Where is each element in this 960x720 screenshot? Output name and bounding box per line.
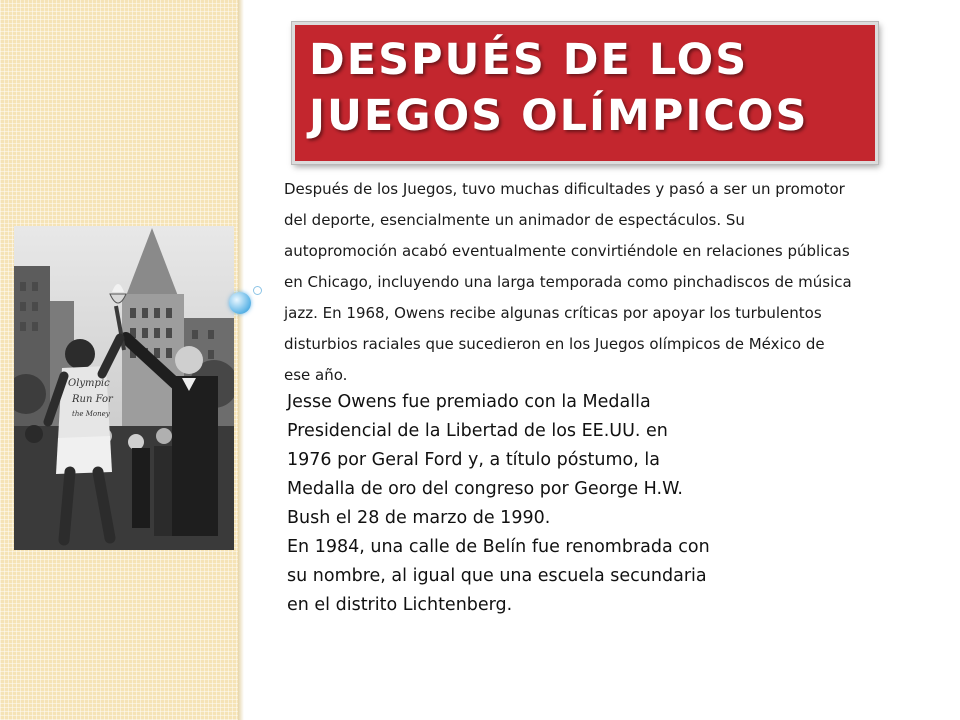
paragraph2-line: Medalla de oro del congreso por George H.W. bbox=[287, 479, 683, 499]
paragraph1-line: del deporte, esencialmente un animador de espectáculos. Su bbox=[284, 211, 745, 229]
paragraph2-line: En 1984, una calle de Belín fue renombrada con bbox=[287, 537, 710, 557]
paragraph2-line: Jesse Owens fue premiado con la Medalla bbox=[287, 392, 651, 412]
paragraph2-line: su nombre, al igual que una escuela secundaria bbox=[287, 566, 707, 586]
paragraph1-line: en Chicago, incluyendo una larga temporada como pinchadiscos de música bbox=[284, 273, 852, 291]
slide-title-line-1: DESPUÉS DE LOS bbox=[309, 35, 749, 85]
paragraph1-line: ese año. bbox=[284, 366, 348, 384]
paragraph-honors bbox=[287, 388, 767, 620]
paragraph1-line: Después de los Juegos, tuvo muchas dificultades y pasó a ser un promotor bbox=[284, 180, 845, 198]
black-and-white-photo-icon bbox=[14, 226, 234, 550]
paragraph-after-games bbox=[284, 174, 914, 391]
blue-bubble-icon bbox=[229, 292, 251, 314]
shirt-text-1: Olympic bbox=[68, 378, 110, 389]
paragraph2-line: en el distrito Lichtenberg. bbox=[287, 595, 513, 615]
band-edge-divider bbox=[238, 0, 244, 720]
owens-torch-photo bbox=[14, 226, 234, 550]
small-bubble-icon bbox=[253, 286, 262, 295]
paragraph1-line: disturbios raciales que sucedieron en los Juegos olímpicos de México de bbox=[284, 335, 825, 353]
paragraph1-line: autopromoción acabó eventualmente convirtiéndole en relaciones públicas bbox=[284, 242, 850, 260]
paragraph2-line: 1976 por Geral Ford y, a título póstumo, la bbox=[287, 450, 660, 470]
paragraph2-line: Presidencial de la Libertad de los EE.UU. en bbox=[287, 421, 668, 441]
slide-title-line-2: JUEGOS OLÍMPICOS bbox=[309, 91, 809, 141]
paragraph2-line: Bush el 28 de marzo de 1990. bbox=[287, 508, 551, 528]
shirt-text-3: the Money bbox=[72, 410, 110, 418]
shirt-text-2: Run For bbox=[72, 394, 113, 405]
paragraph1-line: jazz. En 1968, Owens recibe algunas críticas por apoyar los turbulentos bbox=[284, 304, 822, 322]
slide-title-box bbox=[292, 22, 878, 164]
